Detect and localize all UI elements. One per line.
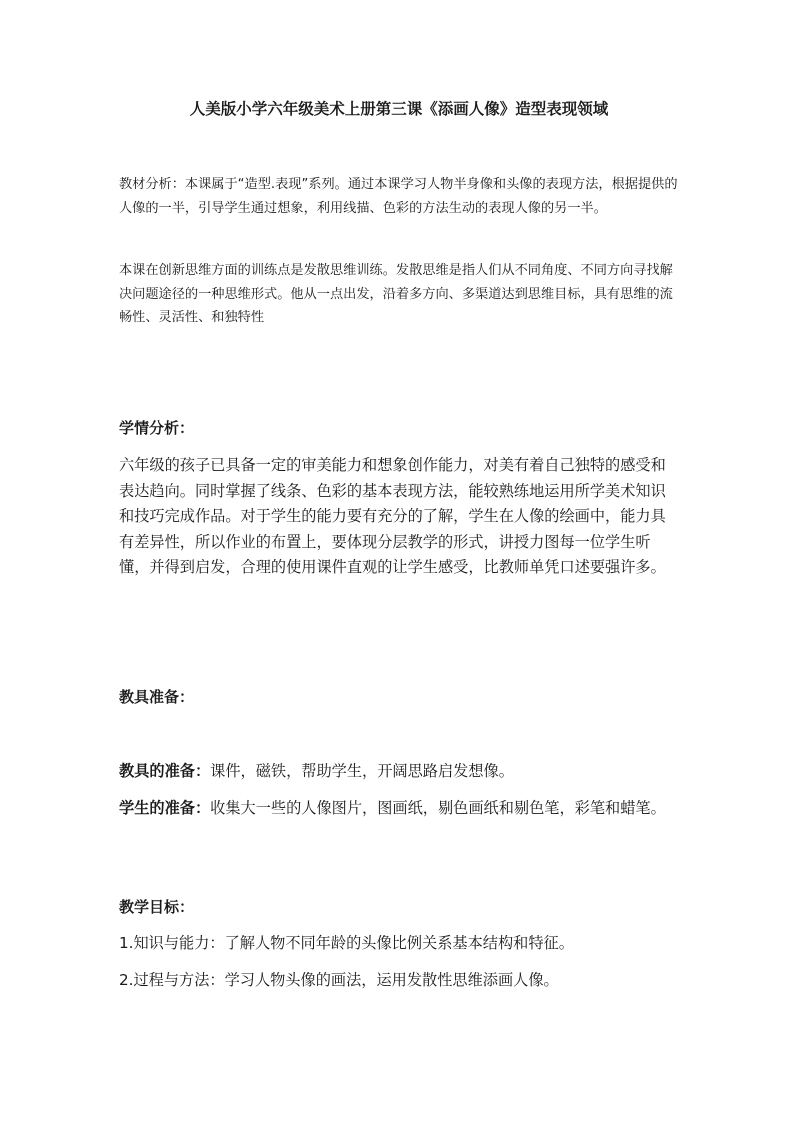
teaching-goal-2: 2.过程与方法：学习人物头像的画法，运用发散性思维添画人像。 [119,971,559,989]
textbook-analysis-paragraph: 教材分析：本课属于“造型.表现”系列。通过本课学习人物半身像和头像的表现方法，根据提供的人像的一半，引导学生通过想象，利用线描、色彩的方法生动的表现人像的另一半。 [119,177,678,216]
document-title: 人美版小学六年级美术上册第三课《添画人像》造型表现领域 [189,100,609,118]
teacher-materials-label: 教具的准备： [119,762,211,780]
student-analysis-paragraph: 六年级的孩子已具备一定的审美能力和想象创作能力，对美有着自己独特的感受和表达趋向。同时掌握了线条、色彩的基本表现方法，能较熟练地运用所学美术知识和技巧完成作品。对于学生的能力要有充分的了解，学生在人像的绘画中，能力具有差异性，所以作业的布置上，要体现分层教学的形式，讲授力图每一位学生听懂，并得到启发，合理的使用课件直观的让学生感受，比教师单凭口述要强许多。 [119,456,666,576]
innovation-thinking-paragraph: 本课在创新思维方面的训练点是发散思维训练。发散思维是指人们从不同角度、不同方向寻找解决问题途径的一种思维形式。他从一点出发，沿着多方向、多渠道达到思维目标，具有思维的流畅性、灵活性、和独特性 [119,263,673,325]
student-materials-label: 学生的准备： [119,799,211,817]
student-analysis-heading: 学情分析： [119,419,195,437]
teaching-goal-1: 1.知识与能力：了解人物不同年龄的头像比例关系基本结构和特征。 [119,934,574,952]
teacher-materials-paragraph [119,759,679,785]
teaching-goals-heading: 教学目标： [119,898,195,916]
materials-heading: 教具准备： [119,688,195,706]
teacher-materials-text: 课件，磁铁，帮助学生，开阔思路启发想像。 [210,762,514,780]
student-materials-text: 收集大一些的人像图片，图画纸，剔色画纸和剔色笔，彩笔和蜡笔。 [210,799,666,817]
student-materials-paragraph [119,796,679,822]
